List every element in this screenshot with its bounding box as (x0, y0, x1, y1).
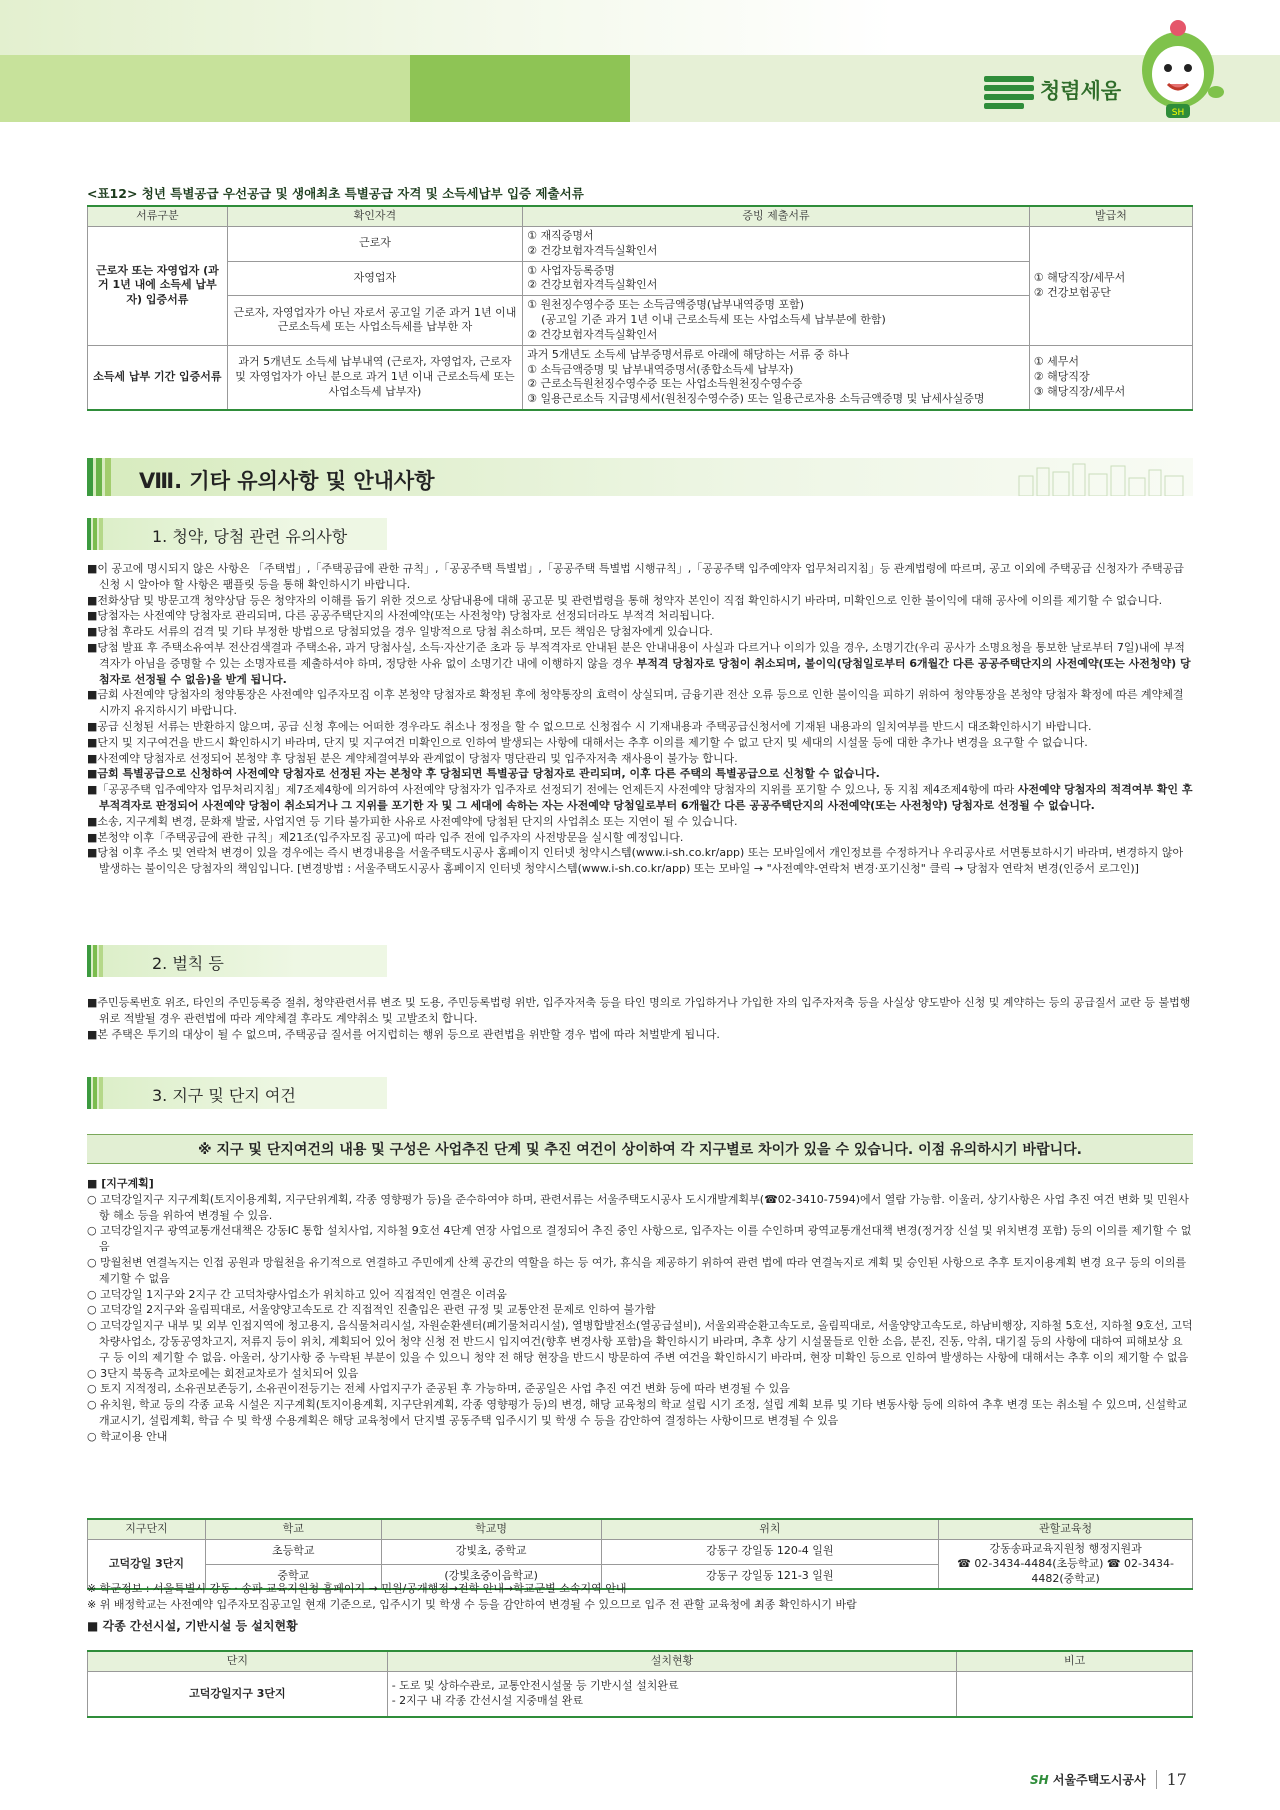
doc-list: 과거 5개년도 소득세 납부증명서류로 아래에 해당하는 서류 중 하나 ① 소득금액증명 및 납부내역증명서(종합소득세 납부자) ② 근로소득원천징수영수증 또는 사업소득원천징수영수증 ③ 일용근로소득 지급명세서(원천징수영수증) 또는 일용근로자용 소득금액증명 및 납세사실증명 (523, 345, 1030, 410)
list-item: ○ 고덕강일지구 광역교통개선대책은 강동IC 통합 설치사업, 지하철 9호선 4단계 연장 사업으로 결정되어 추진 중인 사항으로, 입주자는 이를 수인하며 광역교통개선대책 변경(정거장 신설 및 위치변경 포함) 등의 이의를 제기할 수 없음 (87, 1224, 1192, 1254)
qualification: 과거 5개년도 소득세 납부내역 (근로자, 자영업자, 근로자 및 자영업자가 아닌 분으로 과거 1년 이내 근로소득세 또는 사업소득세 납부자) (227, 345, 522, 410)
list-item: ■ 사전예약 당첨자로 선정되어 본청약 후 당첨된 분은 계약체결여부와 관계없이 당첨자 명단관리 및 입주자저축 재사용이 불가능 합니다. (87, 751, 1193, 767)
table-header: 발급처 (1029, 206, 1192, 226)
list-item: ○ 고덕강일 2지구와 올림픽대로, 서울양양고속도로 간 직접적인 진출입은 관련 규정 및 교통안전 문제로 인하여 불가함 (87, 1303, 656, 1317)
table-header: 학교명 (381, 1519, 601, 1539)
table-header: 증빙 제출서류 (523, 206, 1030, 226)
district-cell: 고덕강일 3단지 (88, 1539, 206, 1589)
remark (957, 1671, 1193, 1717)
school-type: 초등학교 (205, 1539, 381, 1564)
school-location: 강동구 강일동 120-4 일원 (601, 1539, 939, 1564)
table-header: 비고 (957, 1651, 1193, 1671)
brand-logo (984, 70, 1121, 110)
qualification: 자영업자 (227, 261, 522, 296)
section-heading (87, 458, 1193, 496)
group1-issuer: ① 해당직장/세무서 ② 건강보험공단 (1029, 226, 1192, 345)
doc-list: ① 재직증명서 ② 건강보험자격득실확인서 (523, 226, 1030, 261)
list-item: ○ 3단지 북동측 교차로에는 회전교차로가 설치되어 있음 (87, 1366, 359, 1380)
list-item: ■ 금회 특별공급으로 신청하여 사전예약 당첨자로 선정된 자는 본청약 후 당첨되면 특별공급 당첨자로 관리되며, 이후 다른 주택의 특별공급으로 신청할 수 없습니다. (87, 766, 1193, 782)
subsection-title: 3. 지구 및 단지 여건 (152, 1086, 296, 1105)
list-item: ○ 유치원, 학교 등의 각종 교육 시설은 지구계획(토지이용계획, 지구단위계획, 각종 영향평가 등)의 변경, 해당 교육청의 학교 설립 시기 조정, 설립 계획 보류 및 기타 변동사항 등에 의하여 추후 변경 또는 취소될 수 있으며, 신설학교 개교시기, 설립계획, 학급 수 및 학생 수용계획은 해당 교육청에서 단지별 공동주택 입주시기 및 학생 수 등을 감안하여 결정하는 사항이므로 변경될 수 있음 (87, 1398, 1188, 1427)
list-item: ■ 공급 신청된 서류는 반환하지 않으며, 공급 신청 후에는 어떠한 경우라도 취소나 정정을 할 수 없으므로 신청접수 시 기재내용과 주택공급신청서에 기재된 내용과의 일치여부를 반드시 대조확인하시기 바랍니다. (87, 719, 1193, 735)
page-number: 17 (1156, 1770, 1187, 1789)
education-office: 강동송파교육지원청 행정지원과 ☎ 02-3434-4484(초등학교) ☎ 02-3434-4482(중학교) (939, 1539, 1193, 1589)
school-name: 강빛초, 중학교 (381, 1539, 601, 1564)
school-name: (강빛초중이음학교) (381, 1564, 601, 1589)
table-header: 학교 (205, 1519, 381, 1539)
table-header: 관할교육청 (939, 1519, 1193, 1539)
table-header: 위치 (601, 1519, 939, 1539)
penalty-list (87, 995, 1193, 1042)
table12-caption: <표12> 청년 특별공급 우선공급 및 생애최초 특별공급 자격 및 소득세납부 입증 제출서류 (87, 186, 584, 201)
section-title: Ⅷ. 기타 유의사항 및 안내사항 (139, 469, 435, 493)
list-item: ■ 단지 및 지구여건을 반드시 확인하시기 바라며, 단지 및 지구여건 미확인으로 인하여 발생되는 사항에 대해서는 추후 이의를 제기할 수 없고 단지 및 세대의 시설물 등에 대한 추가나 변경을 요구할 수 없습니다. (87, 735, 1193, 751)
brand-text: 청렴세움 (1040, 79, 1122, 103)
list-item: ■ 「공공주택 입주예약자 업무처리지침」제7조제4항에 의거하여 사전예약 당첨자가 입주자로 선정되기 전에는 언제든지 사전예약 당첨자의 지위를 포기할 수 있으나, 동 지침 제4조제4항에 따라 사전예약 당첨자의 적격여부 확인 후 부적격자로 판정되어 사전예약 당첨이 취소되거나 그 지위를 포기한 자 및 그 세대에 속하는 자는 사전예약 당첨일로부터 6개월간 다른 공공주택단지의 사전예약(또는 사전청약) 당첨자로 선정될 수 없습니다. (87, 782, 1193, 814)
table-header: 지구단지 (88, 1519, 206, 1539)
district-notice: ※ 지구 및 단지여건의 내용 및 구성은 사업추진 단계 및 추진 여건이 상이하여 각 지구별로 차이가 있을 수 있습니다. 이점 유의하시기 바랍니다. (87, 1134, 1193, 1164)
table-header: 설치현황 (387, 1651, 956, 1671)
building-logo-icon (984, 72, 1034, 108)
list-item: ■ 전화상담 및 방문고객 청약상담 등은 청약자의 이해를 돕기 위한 것으로 상담내용에 대해 공고문 및 관련법령을 통해 청약자 본인이 직접 확인하시기 바라며, 미확인으로 인한 불이익에 대해 공사에 이의를 제기할 수 없습니다. (87, 593, 1193, 609)
subsection-heading (87, 945, 387, 977)
infra-heading: ■ 각종 간선시설, 기반시설 등 설치현황 (87, 1618, 298, 1633)
subsection-heading (87, 1077, 387, 1109)
list-item: ■ 당첨 이후 주소 및 연락처 변경이 있을 경우에는 즉시 변경내용을 서울주택도시공사 홈페이지 인터넷 청약시스템(www.i-sh.co.kr/app) 또는 모바일에서 개인정보를 수정하거나 우리공사로 서면통보하시기 바라며, 변경하지 않아 발생하는 불이익은 당첨자의 책임입니다. [변경방법 : 서울주택도시공사 홈페이지 인터넷 청약시스템(www.i-sh.co.kr/app) 또는 모바일 → "사전예약-연락처 변경·포기신청" 클릭 → 당첨자 연락처 변경(인증서 로그인)] (87, 845, 1193, 877)
install-status: - 도로 및 상하수관로, 교통안전시설물 등 기반시설 설치완료 - 2지구 내 각종 간선시설 지중매설 완료 (387, 1671, 956, 1717)
school-type: 중학교 (205, 1564, 381, 1589)
list-item: ○ 학교이용 안내 (87, 1429, 168, 1443)
doc-list: ① 원천징수영수증 또는 소득금액증명(납부내역증명 포함) (공고일 기준 과거 1년 이내 근로소득세 또는 사업소득세 납부분에 한함) ② 건강보험자격득실확인서 (523, 296, 1030, 346)
qualification: 근로자, 자영업자가 아닌 자로서 공고일 기준 과거 1년 이내 근로소득세 또는 사업소득세를 납부한 자 (227, 296, 522, 346)
list-item: ■ 본청약 이후「주택공급에 관한 규칙」제21조(입주자모집 공고)에 따라 입주 전에 입주자의 사전방문을 실시할 예정입니다. (87, 830, 1193, 846)
list-item: ○ 고덕강일지구 내부 및 외부 인접지역에 청고용지, 음식물처리시설, 자원순환센터(폐기물처리시설), 열병합발전소(열공급설비), 서울외곽순환고속도로, 올림픽대로, 서울양양고속도로, 하남비행장, 지하철 5호선, 지하철 9호선, 고덕차량사업소, 강동공영차고지, 저류지 등이 위치, 계획되어 있어 청약 신청 전 반드시 입지여건(향후 변경사항 포함)을 확인하시기 바라며, 추후 상기 시설물들로 인한 소음, 분진, 진동, 악취, 대기질 등의 사항에 대하여 피해보상 요구 등 이의 제기할 수 없음. 아울러, 상기사항 중 누락된 부분이 있을 수 있으니 청약 전 해당 현장을 반드시 방문하여 주변 여건을 확인하시기 바라며, 현장 미확인 등으로 인하여 발생하는 사항에 대해서는 추후 이의 제기할 수 없음 (87, 1319, 1193, 1364)
city-skyline-icon (1009, 458, 1189, 496)
list-item: ■ 당첨 발표 후 주택소유여부 전산검색결과 주택소유, 과거 당첨사실, 소득·자산기준 초과 등 부적격자로 안내된 분은 안내내용이 사실과 다르거나 이의가 있을 경우, 소명기간(우리 공사가 소명요청을 통보한 날로부터 7일)내에 부적격자가 아님을 증명할 수 있는 소명자료를 제출하셔야 하며, 정당한 사유 없이 소명기간 내에 이행하지 않을 경우 부적격 당첨자로 당첨이 취소되며, 불이익(당첨일로부터 6개월간 다른 공공주택단지의 사전예약(또는 사전청약) 당첨자로 선정될 수 없음)을 받게 됩니다. (87, 640, 1193, 687)
table-header: 확인자격 (227, 206, 522, 226)
list-item: ■ 당첨자는 사전예약 당첨자로 관리되며, 다른 공공주택단지의 사전예약(또는 사전청약) 당첨자로 선정되더라도 부적격 처리됩니다. (87, 608, 1193, 624)
mascot-badge: SH (1171, 108, 1185, 118)
note: ※ 위 배정학교는 사전예약 입주자모집공고일 현재 기준으로, 입주시기 및 학생 수 등을 감안하여 변경될 수 있으므로 입주 전 관할 교육청에 최종 확인하시기 바람 (87, 1597, 857, 1611)
district-cell: 고덕강일지구 3단지 (88, 1671, 388, 1717)
list-item: ○ 고덕강일 1지구와 2지구 간 고덕차량사업소가 위치하고 있어 직접적인 연결은 이려움 (87, 1287, 507, 1301)
qualification: 근로자 (227, 226, 522, 261)
list-item: ■ 소송, 지구계획 변경, 문화재 발굴, 사업지연 등 기타 불가피한 사유로 사전예약에 당첨된 단지의 사업취소 또는 지연이 될 수 있습니다. (87, 814, 1193, 830)
list-item: ○ 토지 지적정리, 소유권보존등기, 소유권이전등기는 전체 사업지구가 준공된 후 가능하며, 준공일은 사업 추진 여건 변화 등에 따라 변경될 수 있음 (87, 1382, 790, 1396)
list-item: ○ 고덕강일지구 지구계획(토지이용계획, 지구단위계획, 각종 영향평가 등)을 준수하여야 하며, 관련서류는 서울주택도시공사 도시개발계획부(☎02-3410-7594)에서 열람 가능함. 이울러, 상기사항은 사업 추진 여건 변화 및 민원사항 해소 등을 위하여 변경될 수 있음. (87, 1192, 1189, 1222)
group2-issuer: ① 세무서 ② 해당직장 ③ 해당직장/세무서 (1029, 345, 1192, 410)
list-item: ■ 당첨 후라도 서류의 검격 및 기타 부정한 방법으로 당첨되었을 경우 일방적으로 당첨 취소하며, 모든 책임은 당첨자에게 있습니다. (87, 624, 1193, 640)
list-item: ■ 주민등록번호 위조, 타인의 주민등록증 절취, 청약관련서류 변조 및 도용, 주민등록법령 위반, 입주자저축 등을 타인 명의로 가입하거나 가입한 자의 입주자저축 등을 사실상 양도받아 신청 및 계약하는 등의 공급질서 교란 등 불법행위로 적발될 경우 관련법에 따라 계약체결 후라도 계약취소 및 고발조치 합니다. (87, 995, 1193, 1027)
doc-list: ① 사업자등록증명 ② 건강보험자격득실확인서 (523, 261, 1030, 296)
table12 (87, 205, 1193, 411)
district-plan (87, 1176, 1193, 1445)
notice-list (87, 561, 1193, 877)
subsection-title: 2. 벌칙 등 (152, 954, 224, 973)
school-notes (87, 1581, 1193, 1634)
group1-label: 근로자 또는 자영업자 (과거 1년 내에 소득세 납부자) 입증서류 (88, 226, 228, 345)
footer-logo: SH 서울주택도시공사 (1030, 1773, 1146, 1787)
list-item: ■ 이 공고에 명시되지 않은 사항은 「주택법」,「주택공급에 관한 규칙」,「공공주택 특별법」,「공공주택 특별법 시행규칙」,「공공주택 입주예약자 업무처리지침」등 관계법령에 따르며, 공고 이외에 주택공급 신청자가 주택공급 신청 시 알아야 할 사항은 팸플릿 등을 통해 확인하시기 바랍니다. (87, 561, 1193, 593)
group2-label: 소득세 납부 기간 입증서류 (88, 345, 228, 410)
list-item: ○ 망월천변 연결녹지는 인접 공원과 망월천을 유기적으로 연결하고 주민에게 산책 공간의 역할을 하는 등 여가, 휴식을 제공하기 위하여 관련 법에 따라 연결녹지로 계획 및 승인된 사항으로 추후 토지이용계획 변경 요구 등의 이의를 제기할 수 없음 (87, 1255, 1187, 1285)
note: ※ 학군정보 : 서울특별시 강동 · 송파 교육지원청 홈페이지 → 민원/공개행정→전학 안내→학교군별 소속지역 안내 (87, 1582, 627, 1595)
table-header: 서류구분 (88, 206, 228, 226)
mascot-icon (1128, 12, 1228, 122)
footer (1030, 1770, 1187, 1789)
infra-table (87, 1650, 1193, 1718)
list-item: ■ 본 주택은 투기의 대상이 될 수 없으며, 주택공급 질서를 어지럽히는 행위 등으로 관련법을 위반할 경우 법에 따라 처벌받게 됩니다. (87, 1027, 1193, 1043)
school-table (87, 1518, 1193, 1590)
table-header: 단지 (88, 1651, 388, 1671)
plan-heading: ■ [지구계획] (87, 1177, 154, 1190)
subsection-title: 1. 청약, 당첨 관련 유의사항 (152, 527, 348, 546)
list-item: ■ 금회 사전예약 당첨자의 청약통장은 사전예약 입주자모집 이후 본청약 당첨자로 확정된 후에 청약통장의 효력이 상실되며, 금융기관 전산 오류 등으로 인한 불이익을 피하기 위하여 청약통장을 본청약 당첨자 확정에 따른 계약체결 시까지 유지하시기 바랍니다. (87, 687, 1193, 719)
school-location: 강동구 강일동 121-3 일원 (601, 1564, 939, 1589)
subsection-heading (87, 518, 387, 550)
